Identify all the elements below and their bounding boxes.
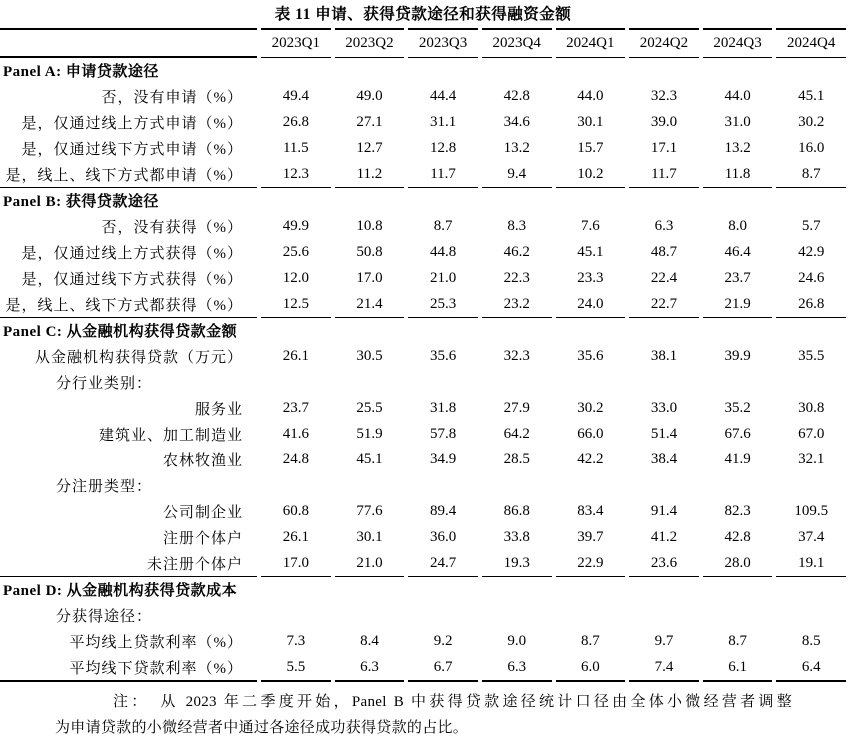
column-header: 2023Q2 [335, 28, 405, 58]
cell-value: 24.0 [556, 291, 626, 318]
table-row [0, 473, 846, 499]
table-row [0, 654, 846, 682]
cell-value: 51.9 [356, 425, 383, 442]
cell-value: 8.0 [728, 218, 747, 235]
cell-value [261, 370, 331, 396]
row-label: 注册个体户 [162, 530, 243, 547]
cell-value: 57.8 [429, 425, 457, 442]
panel-header-row [0, 577, 846, 603]
table-row [0, 629, 846, 655]
cell-value [776, 603, 846, 629]
cell-value: 22.7 [629, 291, 699, 318]
cell-value: 36.0 [429, 528, 457, 545]
cell-value: 5.5 [261, 654, 331, 682]
column-header: 2023Q1 [261, 28, 331, 58]
cell-value: 64.2 [503, 425, 530, 442]
cell-value: 12.3 [261, 161, 331, 188]
cell-value: 24.7 [408, 550, 478, 577]
cell-value: 37.4 [798, 528, 825, 545]
cell-value: 8.7 [776, 161, 846, 188]
cell-value [482, 603, 552, 629]
cell-value: 41.2 [650, 528, 678, 545]
cell-value: 27.1 [356, 113, 383, 130]
row-label: 平均线上贷款利率（%） [69, 634, 243, 651]
cell-value: 31.0 [724, 113, 751, 130]
cell-value: 9.2 [433, 632, 453, 649]
cell-value: 6.3 [482, 654, 552, 682]
cell-value: 23.3 [577, 269, 604, 286]
cell-value: 9.4 [482, 161, 552, 188]
table-note [55, 689, 792, 741]
row-label: 建筑业、加工制造业 [98, 427, 243, 444]
cell-value: 35.6 [577, 348, 604, 365]
cell-value: 49.9 [282, 218, 309, 235]
cell-value: 45.1 [577, 243, 604, 260]
cell-value: 11.8 [703, 161, 773, 188]
cell-value: 30.5 [356, 348, 383, 365]
cell-value: 26.1 [282, 528, 309, 545]
cell-value [556, 603, 626, 629]
row-label: 未注册个体户 [0, 550, 257, 577]
row-label: 是，仅通过线下方式申请（%） [21, 141, 243, 158]
cell-value: 39.7 [577, 528, 604, 545]
cell-value: 109.5 [794, 502, 829, 519]
table-row [0, 447, 846, 473]
row-label: 是，线上、线下方式都申请（%） [0, 161, 257, 188]
cell-value [261, 603, 331, 629]
cell-value [629, 370, 699, 396]
cell-value: 42.9 [798, 243, 825, 260]
table-row [0, 603, 846, 629]
cell-value: 28.5 [503, 451, 530, 468]
row-label: 是，仅通过线下方式获得（%） [21, 271, 243, 288]
cell-value: 12.0 [282, 269, 309, 286]
cell-value: 30.2 [577, 399, 604, 416]
cell-value: 9.7 [654, 632, 674, 649]
cell-value: 42.2 [577, 451, 604, 468]
cell-value: 44.0 [577, 88, 604, 105]
cell-value: 21.4 [335, 291, 405, 318]
panel-title: Panel B: 获得贷款途径 [3, 194, 159, 211]
table-row [0, 291, 846, 318]
cell-value: 25.6 [282, 243, 309, 260]
cell-value: 44.8 [429, 243, 457, 260]
cell-value: 77.6 [356, 502, 383, 519]
cell-value: 22.4 [650, 269, 678, 286]
row-label: 公司制企业 [162, 504, 243, 521]
corner-cell [0, 28, 257, 58]
cell-value: 6.1 [703, 654, 773, 682]
cell-value: 67.0 [798, 425, 825, 442]
cell-value [408, 603, 478, 629]
table-row [0, 499, 846, 525]
cell-value: 22.3 [503, 269, 530, 286]
cell-value [335, 603, 405, 629]
cell-value: 6.7 [408, 654, 478, 682]
cell-value: 32.3 [650, 88, 678, 105]
panel-title: Panel C: 从金融机构获得贷款金额 [3, 324, 238, 341]
cell-value [556, 370, 626, 396]
cell-value: 33.0 [650, 399, 678, 416]
cell-value: 11.2 [335, 161, 405, 188]
cell-value [703, 370, 773, 396]
cell-value: 48.7 [650, 243, 678, 260]
cell-value: 23.6 [629, 550, 699, 577]
cell-value: 24.6 [798, 269, 825, 286]
cell-value: 30.2 [798, 113, 825, 130]
cell-value: 83.4 [577, 502, 604, 519]
cell-value [703, 603, 773, 629]
cell-value: 17.0 [356, 269, 383, 286]
cell-value: 17.1 [650, 139, 678, 156]
column-header: 2024Q1 [556, 28, 626, 58]
cell-value: 23.7 [724, 269, 751, 286]
row-label: 分获得途径： [56, 609, 153, 626]
cell-value [335, 370, 405, 396]
panel-title: Panel A: 申请贷款途径 [3, 64, 159, 81]
cell-value [335, 473, 405, 499]
cell-value: 30.1 [356, 528, 383, 545]
table-row [0, 395, 846, 421]
cell-value: 6.0 [556, 654, 626, 682]
cell-value: 42.8 [724, 528, 751, 545]
row-label: 分行业类别： [56, 375, 153, 392]
cell-value: 5.7 [801, 218, 821, 235]
cell-value: 46.2 [503, 243, 530, 260]
header-row [0, 28, 846, 58]
cell-value: 19.1 [776, 550, 846, 577]
cell-value: 12.7 [356, 139, 383, 156]
table-header [0, 28, 846, 58]
cell-value: 11.5 [282, 139, 309, 156]
row-label: 是，仅通过线上方式获得（%） [21, 245, 243, 262]
panel-header-row [0, 58, 846, 84]
row-label: 平均线下贷款利率（%） [0, 654, 257, 682]
cell-value: 28.0 [703, 550, 773, 577]
cell-value: 51.4 [650, 425, 678, 442]
panel-title: Panel D: 从金融机构获得贷款成本 [3, 583, 238, 600]
cell-value: 41.6 [282, 425, 309, 442]
cell-value [556, 473, 626, 499]
cell-value: 38.4 [650, 451, 678, 468]
cell-value: 82.3 [724, 502, 751, 519]
table-row [0, 370, 846, 396]
cell-value: 26.8 [282, 113, 309, 130]
cell-value: 35.5 [798, 348, 825, 365]
cell-value: 30.8 [798, 399, 825, 416]
cell-value: 23.7 [282, 399, 309, 416]
column-header: 2024Q3 [703, 28, 773, 58]
panel-header-row [0, 188, 846, 214]
cell-value: 17.0 [261, 550, 331, 577]
column-header: 2023Q3 [408, 28, 478, 58]
cell-value [482, 370, 552, 396]
cell-value: 49.0 [356, 88, 383, 105]
table-row [0, 524, 846, 550]
table-body [0, 58, 846, 682]
table-row [0, 110, 846, 136]
cell-value: 89.4 [429, 502, 457, 519]
cell-value: 46.4 [724, 243, 751, 260]
row-label: 否，没有获得（%） [101, 220, 243, 237]
row-label: 从金融机构获得贷款（万元） [34, 350, 243, 367]
cell-value [703, 473, 773, 499]
cell-value: 31.8 [429, 399, 457, 416]
cell-value: 21.9 [703, 291, 773, 318]
cell-value: 8.7 [580, 632, 600, 649]
cell-value: 44.4 [429, 88, 457, 105]
note-line-2: 为申请贷款的小微经营者中通过各途径成功获得贷款的占比。 [55, 720, 469, 737]
cell-value: 8.7 [728, 632, 747, 649]
column-header: 2024Q2 [629, 28, 699, 58]
cell-value: 16.0 [798, 139, 825, 156]
cell-value: 12.5 [261, 291, 331, 318]
cell-value: 22.9 [556, 550, 626, 577]
cell-value: 21.0 [335, 550, 405, 577]
cell-value: 86.8 [503, 502, 530, 519]
cell-value: 7.4 [629, 654, 699, 682]
table-row [0, 240, 846, 266]
cell-value: 25.5 [356, 399, 383, 416]
table-row [0, 550, 846, 577]
cell-value [482, 473, 552, 499]
cell-value: 21.0 [429, 269, 457, 286]
cell-value: 33.8 [503, 528, 530, 545]
cell-value: 8.3 [507, 218, 527, 235]
cell-value: 7.6 [580, 218, 600, 235]
cell-value: 11.7 [629, 161, 699, 188]
row-label: 否，没有申请（%） [101, 90, 243, 107]
row-label: 是，仅通过线上方式申请（%） [21, 115, 243, 132]
cell-value [776, 473, 846, 499]
cell-value: 67.6 [724, 425, 751, 442]
cell-value: 8.4 [360, 632, 379, 649]
cell-value: 24.8 [282, 451, 309, 468]
row-label: 是，线上、线下方式都获得（%） [0, 291, 257, 318]
cell-value [629, 473, 699, 499]
cell-value: 35.2 [724, 399, 751, 416]
cell-value [776, 370, 846, 396]
cell-value: 91.4 [650, 502, 678, 519]
cell-value: 13.2 [503, 139, 530, 156]
note-line-1: 注： 从 2023 年二季度开始，Panel B 中获得贷款途径统计口径由全体小微经营者调整 [113, 694, 792, 711]
cell-value: 38.1 [650, 348, 678, 365]
cell-value: 66.0 [577, 425, 604, 442]
cell-value: 25.3 [408, 291, 478, 318]
cell-value: 13.2 [724, 139, 751, 156]
cell-value: 19.3 [482, 550, 552, 577]
cell-value [408, 370, 478, 396]
loan-channels-table [0, 28, 850, 682]
column-header: 2024Q4 [776, 28, 846, 58]
cell-value: 32.1 [798, 451, 825, 468]
row-label: 分注册类型： [56, 479, 153, 496]
row-label: 服务业 [194, 401, 243, 418]
cell-value: 34.6 [503, 113, 530, 130]
cell-value: 30.1 [577, 113, 604, 130]
cell-value: 6.4 [776, 654, 846, 682]
panel-header-row [0, 318, 846, 344]
cell-value: 7.3 [286, 632, 306, 649]
table-row [0, 84, 846, 110]
cell-value: 9.0 [507, 632, 527, 649]
cell-value: 26.8 [776, 291, 846, 318]
row-label: 农林牧渔业 [162, 453, 243, 470]
column-header: 2023Q4 [482, 28, 552, 58]
cell-value: 10.8 [356, 218, 383, 235]
cell-value: 27.9 [503, 399, 530, 416]
table-row [0, 344, 846, 370]
cell-value: 42.8 [503, 88, 530, 105]
cell-value: 11.7 [408, 161, 478, 188]
cell-value: 50.8 [356, 243, 383, 260]
cell-value: 45.1 [356, 451, 383, 468]
cell-value [408, 473, 478, 499]
cell-value [261, 473, 331, 499]
cell-value: 8.7 [433, 218, 453, 235]
cell-value: 32.3 [503, 348, 530, 365]
cell-value: 44.0 [724, 88, 751, 105]
cell-value: 10.2 [556, 161, 626, 188]
cell-value: 8.5 [801, 632, 821, 649]
cell-value [629, 603, 699, 629]
table-row [0, 135, 846, 161]
table-row [0, 265, 846, 291]
cell-value: 23.2 [482, 291, 552, 318]
table-row [0, 214, 846, 240]
cell-value: 49.4 [282, 88, 309, 105]
cell-value: 12.8 [429, 139, 457, 156]
table-title: 表 11 申请、获得贷款途径和获得融资金额 [274, 6, 572, 23]
cell-value: 45.1 [798, 88, 825, 105]
cell-value: 34.9 [429, 451, 457, 468]
cell-value: 39.0 [650, 113, 678, 130]
cell-value: 6.3 [335, 654, 405, 682]
cell-value: 60.8 [282, 502, 309, 519]
cell-value: 31.1 [429, 113, 457, 130]
cell-value: 35.6 [429, 348, 457, 365]
cell-value: 41.9 [724, 451, 751, 468]
cell-value: 6.3 [654, 218, 674, 235]
table-row [0, 421, 846, 447]
cell-value: 26.1 [282, 348, 309, 365]
cell-value: 15.7 [577, 139, 604, 156]
cell-value: 39.9 [724, 348, 751, 365]
table-row [0, 161, 846, 188]
